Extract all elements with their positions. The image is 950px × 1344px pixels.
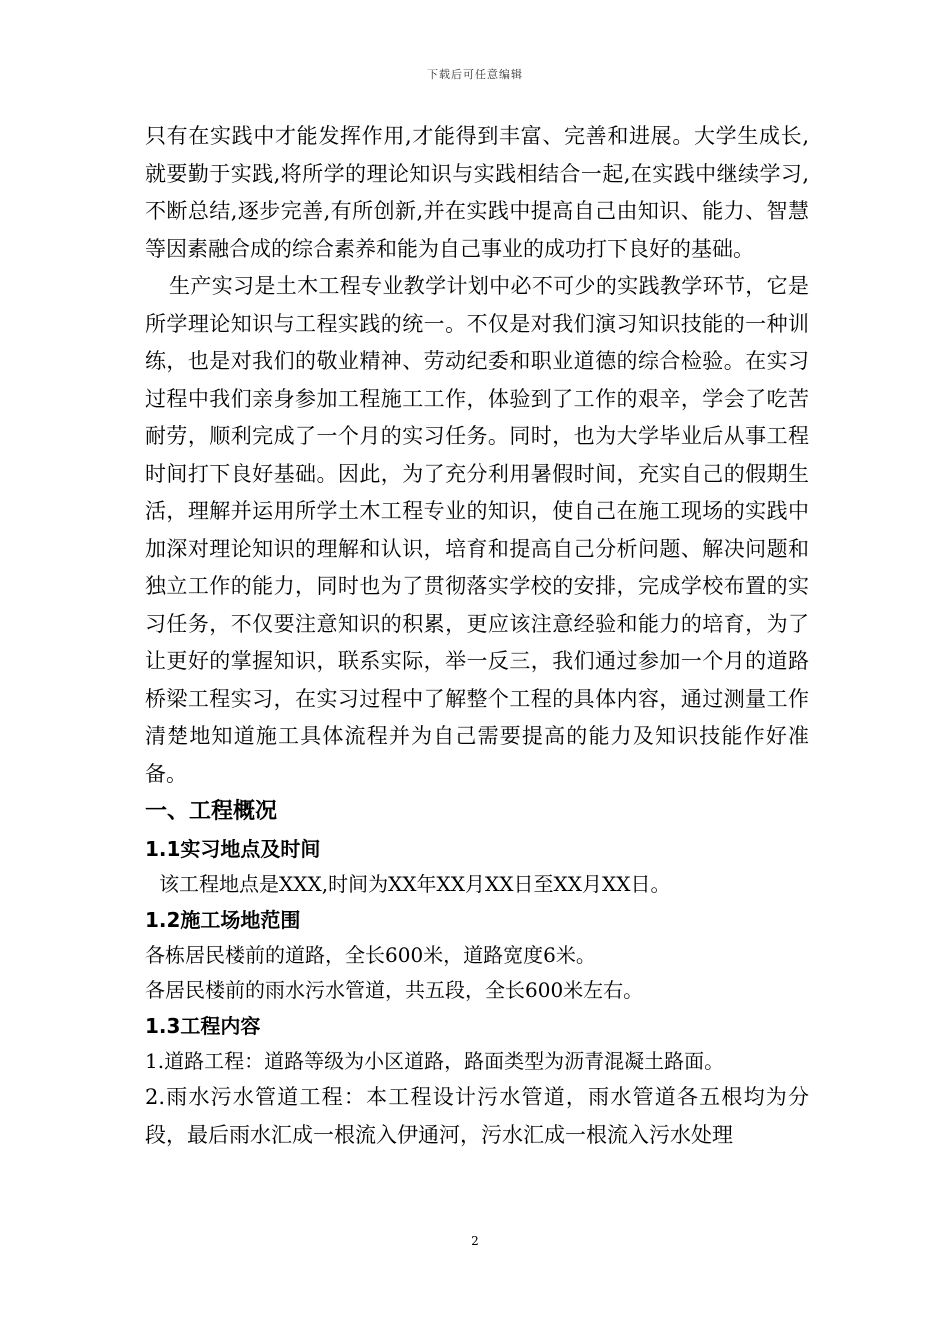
- page-header: 下载后可任意编辑: [427, 68, 523, 81]
- subsection-heading-project-content: 1.3工程内容: [145, 1014, 261, 1038]
- project-content-item-road: 1.道路工程：道路等级为小区道路，路面类型为沥青混凝土路面。: [145, 1049, 725, 1073]
- location-time-text: 该工程地点是XXX,时间为XX年XX月XX日至XX月XX日。: [159, 872, 671, 896]
- subsection-heading-location-time: 1.1实习地点及时间: [145, 837, 321, 861]
- subsection-heading-site-scope: 1.2施工场地范围: [145, 908, 301, 932]
- document-body: [145, 118, 809, 1154]
- site-scope-pipe-line: 各居民楼前的雨水污水管道，共五段，全长600米左右。: [145, 978, 644, 1002]
- page-number: 2: [471, 1234, 479, 1248]
- section-heading-project-overview: 一、工程概况: [145, 799, 278, 824]
- site-scope-road-line: 各栋居民楼前的道路，全长600米，道路宽度6米。: [145, 943, 596, 967]
- project-content-item-pipes: 2.雨水污水管道工程：本工程设计污水管道，雨水管道各五根均为分段，最后雨水汇成一根流入伊通河，污水汇成一根流入污水处理: [145, 1085, 809, 1147]
- paragraph-internship-purpose: 生产实习是土木工程专业教学计划中必不可少的实践教学环节，它是所学理论知识与工程实践的统一。不仅是对我们演习知识技能的一种训练，也是对我们的敬业精神、劳动纪委和职业道德的综合检验。在实习过程中我们亲身参加工程施工工作，体验到了工作的艰辛，学会了吃苦耐劳，顺利完成了一个月的实习任务。同时，也为大学毕业后从事工程时间打下良好基础。因此，为了充分利用暑假时间，充实自己的假期生活，理解并运用所学土木工程专业的知识，使自己在施工现场的实践中加深对理论知识的理解和认识，培育和提高自己分析问题、解决问题和独立工作的能力，同时也为了贯彻落实学校的安排，完成学校布置的实习任务，不仅要注意知识的积累，更应该注意经验和能力的培育，为了让更好的掌握知识，联系实际，举一反三，我们通过参加一个月的道路桥梁工程实习，在实习过程中了解整个工程的具体内容，通过测量工作清楚地知道施工具体流程并为自己需要提高的能力及知识技能作好准备。: [145, 274, 809, 786]
- paragraph-intro-continuation: 只有在实践中才能发挥作用,才能得到丰富、完善和进展。大学生成长,就要勤于实践,将所学的理论知识与实践相结合一起,在实践中继续学习,不断总结,逐步完善,有所创新,并在实践中提高自己由知识、能力、智慧等因素融合成的综合素养和能为自己事业的成功打下良好的基础。: [145, 124, 809, 261]
